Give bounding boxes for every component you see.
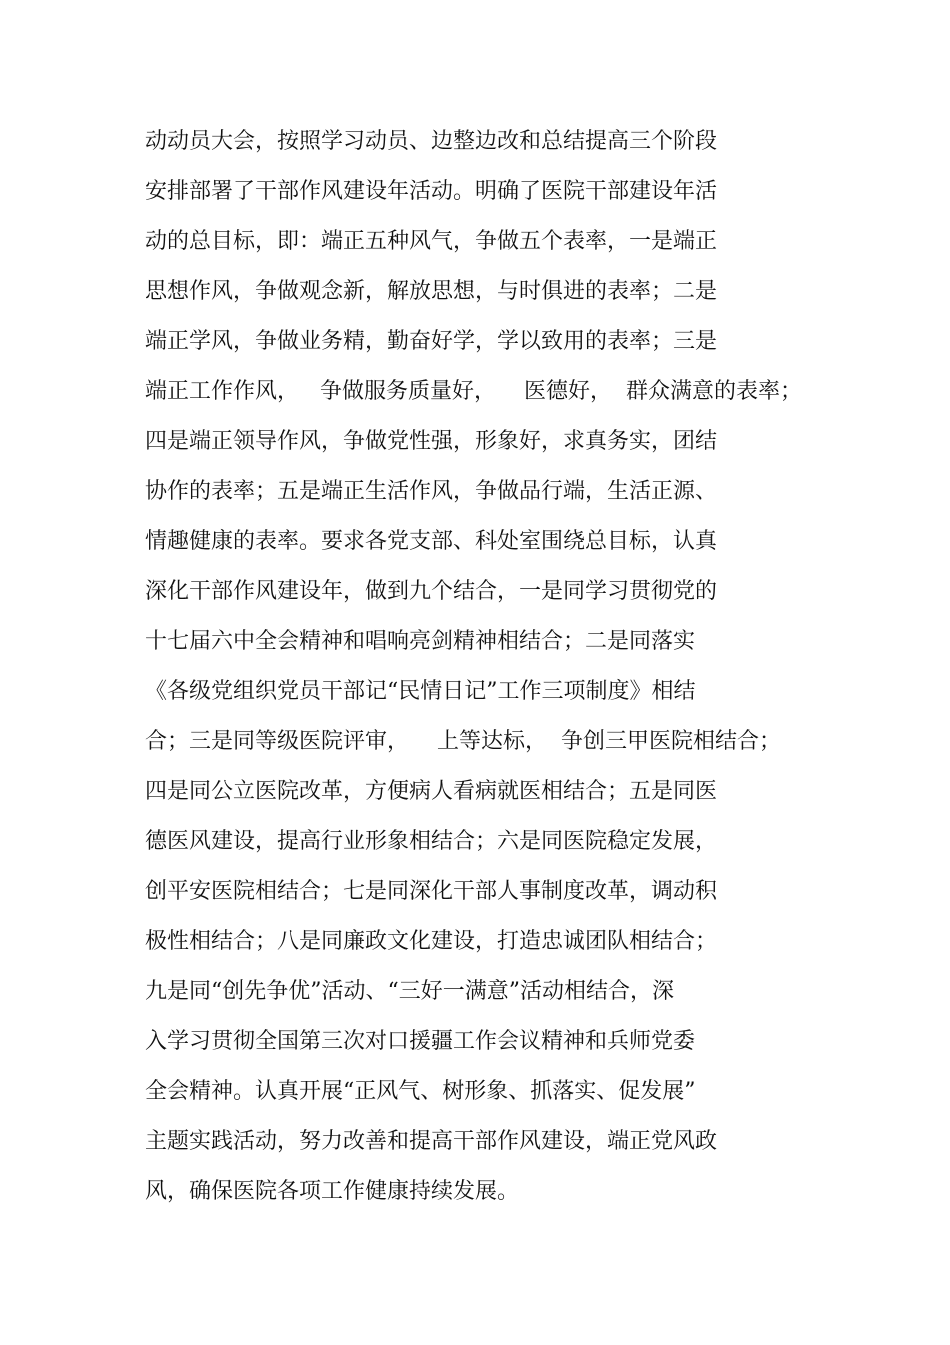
text-line-14: 四是同公立医院改革，方便病人看病就医相结合；五是同医 [145, 779, 718, 804]
text-line-21: 主题实践活动，努力改善和提高干部作风建设，端正党风政 [145, 1129, 718, 1154]
text-line-8: 协作的表率；五是端正生活作风，争做品行端，生活正源、 [145, 479, 718, 504]
text-line-19: 入学习贯彻全国第三次对口援疆工作会议精神和兵师党委 [145, 1029, 696, 1054]
text-line-4: 思想作风，争做观念新，解放思想，与时俱进的表率；二是 [145, 279, 718, 304]
body-text [145, 117, 825, 1217]
text-line-15: 德医风建设，提高行业形象相结合；六是同医院稳定发展， [145, 829, 718, 854]
text-line-9: 情趣健康的表率。要求各党支部、科处室围绕总目标，认真 [145, 529, 718, 554]
text-line-18: 九是同“创先争优”活动、“三好一满意”活动相结合，深 [145, 979, 674, 1004]
text-line-1: 动动员大会，按照学习动员、边整边改和总结提高三个阶段 [145, 129, 718, 154]
text-line-12: 《各级党组织党员干部记“民情日记”工作三项制度》相结 [145, 679, 696, 704]
text-line-20: 全会精神。认真开展“正风气、树形象、抓落实、促发展” [145, 1079, 696, 1104]
text-line-5: 端正学风，争做业务精，勤奋好学，学以致用的表率；三是 [145, 329, 718, 354]
text-line-7: 四是端正领导作风，争做党性强，形象好，求真务实，团结 [145, 429, 718, 454]
text-line-3: 动的总目标，即：端正五种风气，争做五个表率，一是端正 [145, 229, 718, 254]
text-line-16: 创平安医院相结合；七是同深化干部人事制度改革，调动积 [145, 879, 718, 904]
text-line-10: 深化干部作风建设年，做到九个结合，一是同学习贯彻党的 [145, 579, 718, 604]
text-line-22: 风，确保医院各项工作健康持续发展。 [145, 1179, 520, 1204]
text-line-11: 十七届六中全会精神和唱响亮剑精神相结合；二是同落实 [145, 629, 696, 654]
text-line-2: 安排部署了干部作风建设年活动。明确了医院干部建设年活 [145, 179, 718, 204]
text-line-6: 端正工作作风， 争做服务质量好， 医德好， 群众满意的表率； [145, 379, 802, 404]
text-line-13: 合；三是同等级医院评审， 上等达标， 争创三甲医院相结合； [145, 729, 781, 754]
text-line-17: 极性相结合；八是同廉政文化建设，打造忠诚团队相结合； [145, 929, 718, 954]
